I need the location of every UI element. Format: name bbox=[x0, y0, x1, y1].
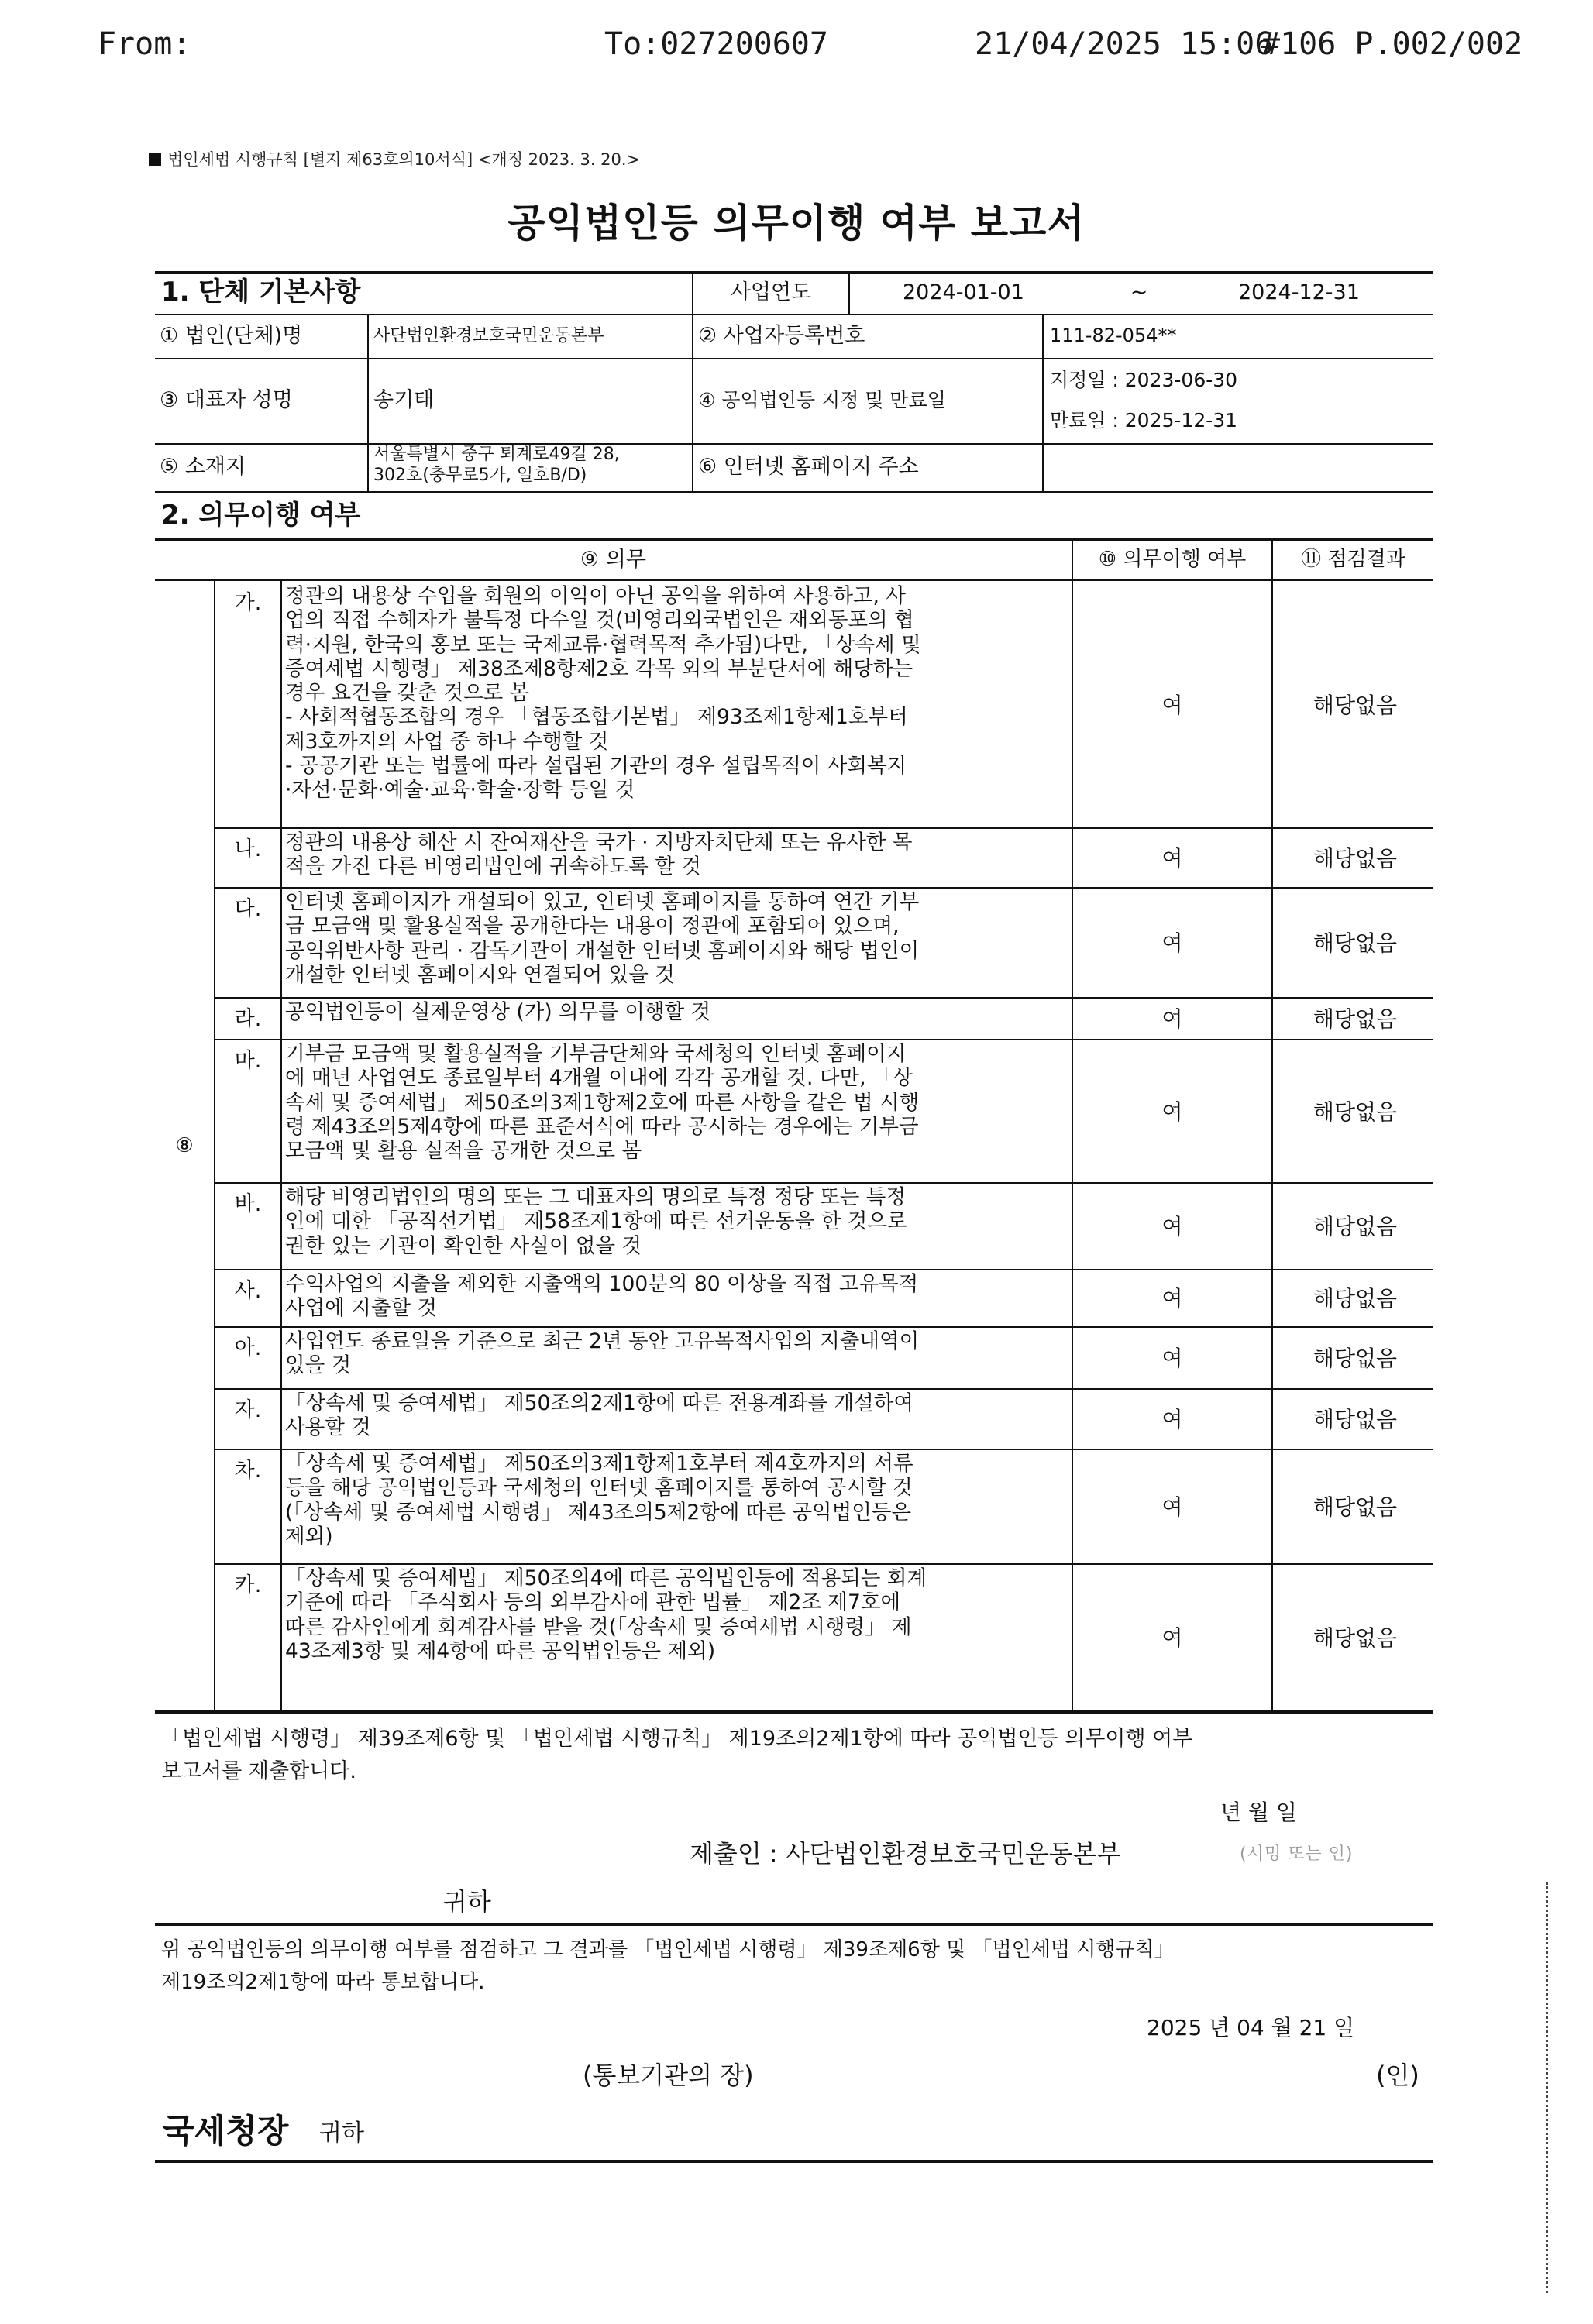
duty-text-line: ·자선·문화·예술·교육·학술·장학 등일 것 bbox=[285, 778, 635, 803]
row-duty-text bbox=[285, 1326, 1068, 1388]
declaration-line-1: 「법인세법 시행령」 제39조제6항 및 「법인세법 시행규칙」 제19조의2제1항에 따라 공익법인등 의무이행 여부 bbox=[161, 1727, 1193, 1751]
duty-text-line: 사업연도 종료일을 기준으로 최근 2년 동안 고유목적사업의 지출내역이 bbox=[285, 1329, 920, 1353]
row-duty-text bbox=[285, 1039, 1068, 1182]
duty-text-line: 인에 대한 「공직선거법」 제58조제1항에 따른 선거운동을 한 것으로 bbox=[285, 1209, 907, 1234]
fiscal-year-start: 2024-01-01 bbox=[903, 280, 1024, 304]
fax-edge-mark bbox=[1546, 1882, 1548, 2293]
row-label: 나. bbox=[234, 837, 262, 861]
section2-heading: 2. 의무이행 여부 bbox=[161, 500, 361, 531]
compliance-value: 여 bbox=[1161, 1625, 1183, 1651]
official-seal-mark: (인) bbox=[1376, 2061, 1419, 2090]
table-border-bottom bbox=[155, 1710, 1433, 1714]
table-divider bbox=[214, 581, 215, 1711]
duty-text-line: 제외) bbox=[285, 1524, 333, 1549]
inspection-result: 해당없음 bbox=[1313, 1286, 1398, 1312]
corporation-name-value: 사단법인환경보호국민운동본부 bbox=[373, 325, 604, 346]
compliance-value: 여 bbox=[1161, 1098, 1183, 1125]
section1-heading: 1. 단체 기본사항 bbox=[161, 276, 361, 308]
compliance-value: 여 bbox=[1161, 1346, 1183, 1371]
inspection-result: 해당없음 bbox=[1313, 845, 1398, 871]
inspection-result: 해당없음 bbox=[1313, 1407, 1398, 1432]
fax-datetime: 21/04/2025 15:06 bbox=[975, 26, 1274, 62]
duty-text-line: 업의 직접 수혜자가 불특정 다수일 것(비영리외국법인은 재외동포의 협 bbox=[285, 608, 914, 633]
duty-text-line: 사업에 지출할 것 bbox=[285, 1296, 438, 1321]
recipient-suffix: 귀하 bbox=[319, 2119, 364, 2147]
notice-line-2: 제19조의2제1항에 따라 통보합니다. bbox=[161, 1971, 485, 1994]
duty-text-line: 인터넷 홈페이지가 개설되어 있고, 인터넷 홈페이지를 통하여 연간 기부 bbox=[285, 890, 920, 914]
duty-text-line: 모금액 및 활용 실적을 공개한 것으로 봄 bbox=[285, 1139, 642, 1164]
business-reg-number-value: 111-82-054** bbox=[1050, 324, 1177, 346]
address-line-2: 302호(충무로5가, 일호B/D) bbox=[373, 465, 587, 485]
duty-text-line: 「상속세 및 증여세법」 제50조의2제1항에 따른 전용계좌를 개설하여 bbox=[285, 1391, 913, 1415]
duty-text-line: 해당 비영리법인의 명의 또는 그 대표자의 명의로 특정 정당 또는 특정 bbox=[285, 1185, 907, 1209]
row-duty-text bbox=[285, 997, 1068, 1039]
declaration-line-2: 보고서를 제출합니다. bbox=[161, 1759, 356, 1783]
duty-text-line: 력·지원, 한국의 홍보 또는 국제교류·협력목적 추가됨)다만, 「상속세 및 bbox=[285, 632, 921, 657]
inspection-result: 해당없음 bbox=[1313, 1006, 1398, 1032]
compliance-value: 여 bbox=[1161, 845, 1183, 871]
homepage-value bbox=[1050, 443, 1430, 491]
duty-text-line: 경우 요건을 갖춘 것으로 봄 bbox=[285, 681, 530, 706]
duty-text-line: 정관의 내용상 수입을 회원의 이익이 아닌 공익을 위하여 사용하고, 사 bbox=[285, 584, 907, 608]
row-label: 다. bbox=[234, 897, 262, 921]
notice-date: 2025 년 04 월 21 일 bbox=[1147, 2015, 1355, 2040]
table-divider bbox=[155, 491, 1433, 493]
inspection-result: 해당없음 bbox=[1313, 1494, 1398, 1520]
row-label: 자. bbox=[234, 1398, 262, 1422]
side-label-8: ⑧ bbox=[175, 1133, 194, 1157]
addressee: 귀하 bbox=[443, 1887, 491, 1917]
row-duty-text bbox=[285, 1269, 1068, 1326]
homepage-label: ⑥ 인터넷 홈페이지 주소 bbox=[698, 455, 919, 480]
address-line-1: 서울특별시 중구 퇴계로49길 28, bbox=[373, 445, 620, 464]
notice-border-top bbox=[155, 1923, 1433, 1926]
row-duty-text bbox=[285, 1449, 1068, 1563]
compliance-value: 여 bbox=[1161, 1006, 1183, 1032]
duty-text-line: - 공공기관 또는 법률에 따라 설립된 기관의 경우 설립목적이 사회복지 bbox=[285, 753, 907, 778]
row-label: 가. bbox=[234, 591, 262, 615]
document-title: 공익법인등 의무이행 여부 보고서 bbox=[507, 201, 1086, 246]
table-divider bbox=[280, 581, 282, 1711]
address-value bbox=[373, 445, 691, 491]
fiscal-year-separator: ~ bbox=[1130, 280, 1148, 304]
recipient: 국세청장 bbox=[163, 2112, 289, 2150]
duty-text-line: 「상속세 및 증여세법」 제50조의4에 따른 공익법인등에 적용되는 회계 bbox=[285, 1566, 927, 1590]
address-label: ⑤ 소재지 bbox=[160, 455, 246, 480]
duty-text-line: 권한 있는 기관이 확인한 사실이 없을 것 bbox=[285, 1233, 642, 1258]
row-duty-text bbox=[285, 581, 1068, 827]
duty-text-line: 제3호까지의 사업 중 하나 수행할 것 bbox=[285, 729, 609, 754]
form-reference-text: 법인세법 시행규칙 [별지 제63호의10서식] <개정 2023. 3. 20.> bbox=[167, 150, 641, 169]
inspection-result: 해당없음 bbox=[1313, 930, 1398, 956]
duty-text-line: 사용할 것 bbox=[285, 1415, 371, 1440]
row-duty-text bbox=[285, 887, 1068, 997]
fiscal-year-label: 사업연도 bbox=[730, 280, 812, 304]
business-reg-number-label: ② 사업자등록번호 bbox=[698, 323, 865, 348]
inspection-result: 해당없음 bbox=[1313, 1625, 1398, 1651]
representative-name-label: ③ 대표자 성명 bbox=[160, 388, 293, 413]
row-label: 아. bbox=[234, 1336, 262, 1360]
duty-text-line: 공익법인등이 실제운영상 (가) 의무를 이행할 것 bbox=[285, 1000, 711, 1024]
fax-to: To:027200607 bbox=[604, 26, 828, 62]
submission-date: 년 월 일 bbox=[1220, 1800, 1297, 1825]
duty-text-line: 등을 해당 공익법인등과 국세청의 인터넷 홈페이지를 통하여 공시할 것 bbox=[285, 1476, 913, 1501]
row-duty-text bbox=[285, 1182, 1068, 1269]
row-label: 라. bbox=[234, 1007, 262, 1031]
column-header-result: ⑪ 점검결과 bbox=[1301, 547, 1405, 571]
inspection-result: 해당없음 bbox=[1313, 1346, 1398, 1371]
fax-page: #106 P.002/002 bbox=[1261, 26, 1523, 62]
duty-text-line: 금 모금액 및 활용실적을 공개한다는 내용이 정관에 포함되어 있으며, bbox=[285, 914, 900, 939]
table-divider bbox=[848, 271, 850, 314]
duty-text-line: 수익사업의 지출을 제외한 지출액의 100분의 80 이상을 직접 고유목적 bbox=[285, 1272, 919, 1296]
corporation-name-label: ① 법인(단체)명 bbox=[160, 323, 303, 348]
row-label: 카. bbox=[234, 1573, 262, 1597]
duty-text-line: 정관의 내용상 해산 시 잔여재산을 국가 · 지방자치단체 또는 유사한 목 bbox=[285, 830, 913, 854]
notice-line-1: 위 공익법인등의 의무이행 여부를 점검하고 그 결과를 「법인세법 시행령」 제39조제6항 및 「법인세법 시행규칙」 bbox=[161, 1938, 1175, 1961]
duty-text-line: (「상속세 및 증여세법 시행령」 제43조의5제2항에 따른 공익법인등은 bbox=[285, 1500, 912, 1525]
row-label: 차. bbox=[234, 1459, 262, 1483]
duty-text-line: 적을 가진 다른 비영리법인에 귀속하도록 할 것 bbox=[285, 854, 701, 879]
duty-text-line: 43조제3항 및 제4항에 따른 공익법인등은 제외) bbox=[285, 1638, 716, 1663]
designation-dates-label: ④ 공익법인등 지정 및 만료일 bbox=[698, 388, 946, 411]
duty-text-line: 기준에 따라 「주식회사 등의 외부감사에 관한 법률」 제2조 제7호에 bbox=[285, 1590, 901, 1615]
compliance-value: 여 bbox=[1161, 1286, 1183, 1312]
duty-text-line: 령 제43조의5제4항에 따른 표준서식에 따라 공시하는 경우에는 기부금 bbox=[285, 1114, 919, 1139]
compliance-value: 여 bbox=[1161, 930, 1183, 956]
signature-hint: (서명 또는 인) bbox=[1240, 1844, 1354, 1864]
inspection-result: 해당없음 bbox=[1313, 693, 1398, 718]
inspection-result: 해당없음 bbox=[1313, 1098, 1398, 1125]
duty-text-line: 있을 것 bbox=[285, 1353, 352, 1378]
notifying-agency: (통보기관의 장) bbox=[583, 2061, 754, 2090]
inspection-result: 해당없음 bbox=[1313, 1214, 1398, 1239]
row-duty-text bbox=[285, 1563, 1068, 1710]
duty-text-line: 속세 및 증여세법」 제50조의3제1항제2호에 따른 사항을 같은 법 시행 bbox=[285, 1090, 920, 1115]
representative-name-value: 송기태 bbox=[373, 388, 435, 413]
duty-text-line: 에 매년 사업연도 종료일부터 4개월 이내에 각각 공개할 것. 다만, 「상 bbox=[285, 1066, 913, 1091]
compliance-value: 여 bbox=[1161, 693, 1183, 718]
fiscal-year-end: 2024-12-31 bbox=[1238, 280, 1360, 304]
duty-text-line: 따른 감사인에게 회계감사를 받을 것(「상속세 및 증여세법 시행령」 제 bbox=[285, 1614, 912, 1639]
column-header-compliance: ⑩ 의무이행 여부 bbox=[1098, 547, 1247, 571]
row-duty-text bbox=[285, 1388, 1068, 1449]
duty-text-line: 「상속세 및 증여세법」 제50조의3제1항제1호부터 제4호까지의 서류 bbox=[285, 1452, 913, 1476]
row-label: 사. bbox=[234, 1279, 262, 1303]
column-header-duty: ⑨ 의무 bbox=[580, 547, 646, 572]
expiry-date: 만료일 : 2025-12-31 bbox=[1050, 408, 1238, 431]
form-reference bbox=[149, 147, 640, 170]
duty-text-line: 개설한 인터넷 홈페이지와 연결되어 있을 것 bbox=[285, 962, 675, 987]
submitter: 제출인 : 사단법인환경보호국민운동본부 bbox=[690, 1839, 1121, 1868]
table-divider bbox=[1042, 314, 1044, 491]
compliance-value: 여 bbox=[1161, 1214, 1183, 1239]
duty-text-line: 기부금 모금액 및 활용실적을 기부금단체와 국세청의 인터넷 홈페이지 bbox=[285, 1042, 907, 1066]
duty-text-line: - 사회적협동조합의 경우 「협동조합기본법」 제93조제1항제1호부터 bbox=[285, 705, 908, 730]
duty-text-line: 공익위반사항 관리 · 감독기관이 개설한 인터넷 홈페이지와 해당 법인이 bbox=[285, 938, 920, 963]
notice-border-bottom bbox=[155, 2160, 1433, 2163]
row-duty-text bbox=[285, 827, 1068, 887]
compliance-value: 여 bbox=[1161, 1407, 1183, 1432]
row-label: 마. bbox=[234, 1049, 262, 1073]
square-bullet-icon bbox=[149, 153, 161, 166]
fax-from: From: bbox=[98, 26, 191, 62]
compliance-value: 여 bbox=[1161, 1494, 1183, 1520]
duty-text-line: 증여세법 시행령」 제38조제8항제2호 각목 외의 부분단서에 해당하는 bbox=[285, 656, 913, 681]
row-label: 바. bbox=[234, 1192, 262, 1216]
designation-date: 지정일 : 2023-06-30 bbox=[1050, 368, 1238, 391]
table-divider bbox=[367, 314, 369, 491]
